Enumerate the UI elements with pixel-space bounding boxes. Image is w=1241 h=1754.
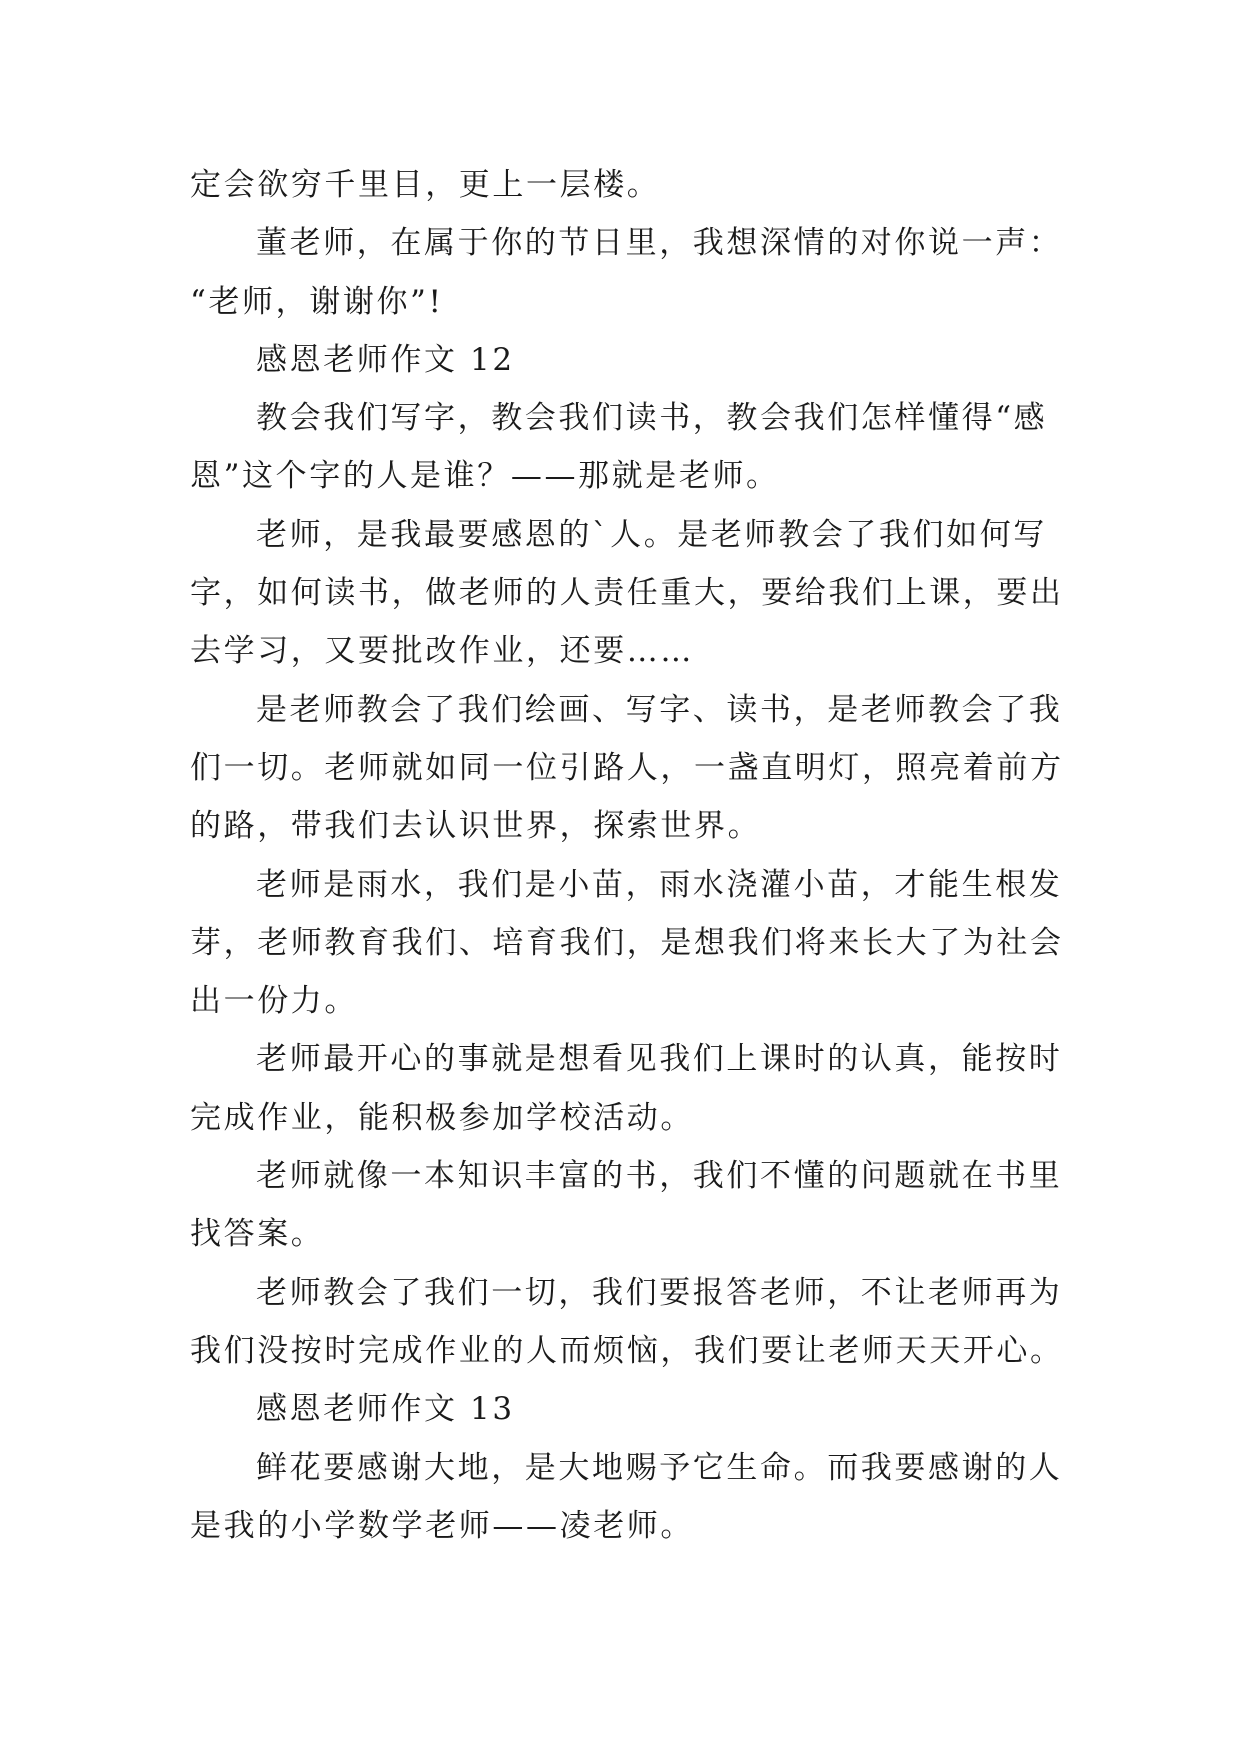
paragraph-line: 董老师，在属于你的节日里，我想深情的对你说一声： bbox=[256, 225, 1063, 262]
paragraph-line: 是我的小学数学老师——凌老师。 bbox=[190, 1507, 694, 1544]
paragraph-line: “老师，谢谢你”! bbox=[190, 283, 444, 320]
paragraph-line: 去学习，又要批改作业，还要…… bbox=[190, 633, 694, 670]
paragraph-line: 我们没按时完成作业的人而烦恼，我们要让老师天天开心。 bbox=[190, 1332, 1064, 1369]
paragraph-line: 们一切。老师就如同一位引路人，一盏直明灯，照亮着前方 bbox=[190, 749, 1064, 786]
paragraph-line: 老师教会了我们一切，我们要报答老师，不让老师再为 bbox=[256, 1274, 1063, 1311]
paragraph-line: 老师，是我最要感恩的`人。是老师教会了我们如何写 bbox=[256, 516, 1047, 553]
paragraph-line: 芽，老师教育我们、培育我们，是想我们将来长大了为社会 bbox=[190, 924, 1064, 961]
paragraph-line: 教会我们写字，教会我们读书，教会我们怎样懂得“感 bbox=[256, 400, 1048, 437]
section-heading: 感恩老师作文 12 bbox=[256, 341, 515, 378]
document-page bbox=[190, 156, 1064, 1555]
paragraph-line: 找答案。 bbox=[190, 1216, 325, 1253]
paragraph-line: 的路，带我们去认识世界，探索世界。 bbox=[190, 808, 762, 845]
paragraph-line: 恩”这个字的人是谁？——那就是老师。 bbox=[190, 458, 780, 495]
paragraph-line: 字，如何读书，做老师的人责任重大，要给我们上课，要出 bbox=[190, 575, 1064, 612]
paragraph-line: 老师就像一本知识丰富的书，我们不懂的问题就在书里 bbox=[256, 1158, 1063, 1195]
paragraph-line: 出一份力。 bbox=[190, 983, 358, 1020]
paragraph-line: 老师是雨水，我们是小苗，雨水浇灌小苗，才能生根发 bbox=[256, 866, 1063, 903]
paragraph-line: 鲜花要感谢大地，是大地赐予它生命。而我要感谢的人 bbox=[256, 1449, 1063, 1486]
paragraph-line: 完成作业，能积极参加学校活动。 bbox=[190, 1099, 694, 1136]
paragraph-line: 是老师教会了我们绘画、写字、读书，是老师教会了我 bbox=[256, 691, 1063, 728]
section-heading: 感恩老师作文 13 bbox=[256, 1391, 515, 1428]
paragraph-line: 老师最开心的事就是想看见我们上课时的认真，能按时 bbox=[256, 1041, 1063, 1078]
paragraph-line: 定会欲穷千里目，更上一层楼。 bbox=[190, 167, 661, 203]
